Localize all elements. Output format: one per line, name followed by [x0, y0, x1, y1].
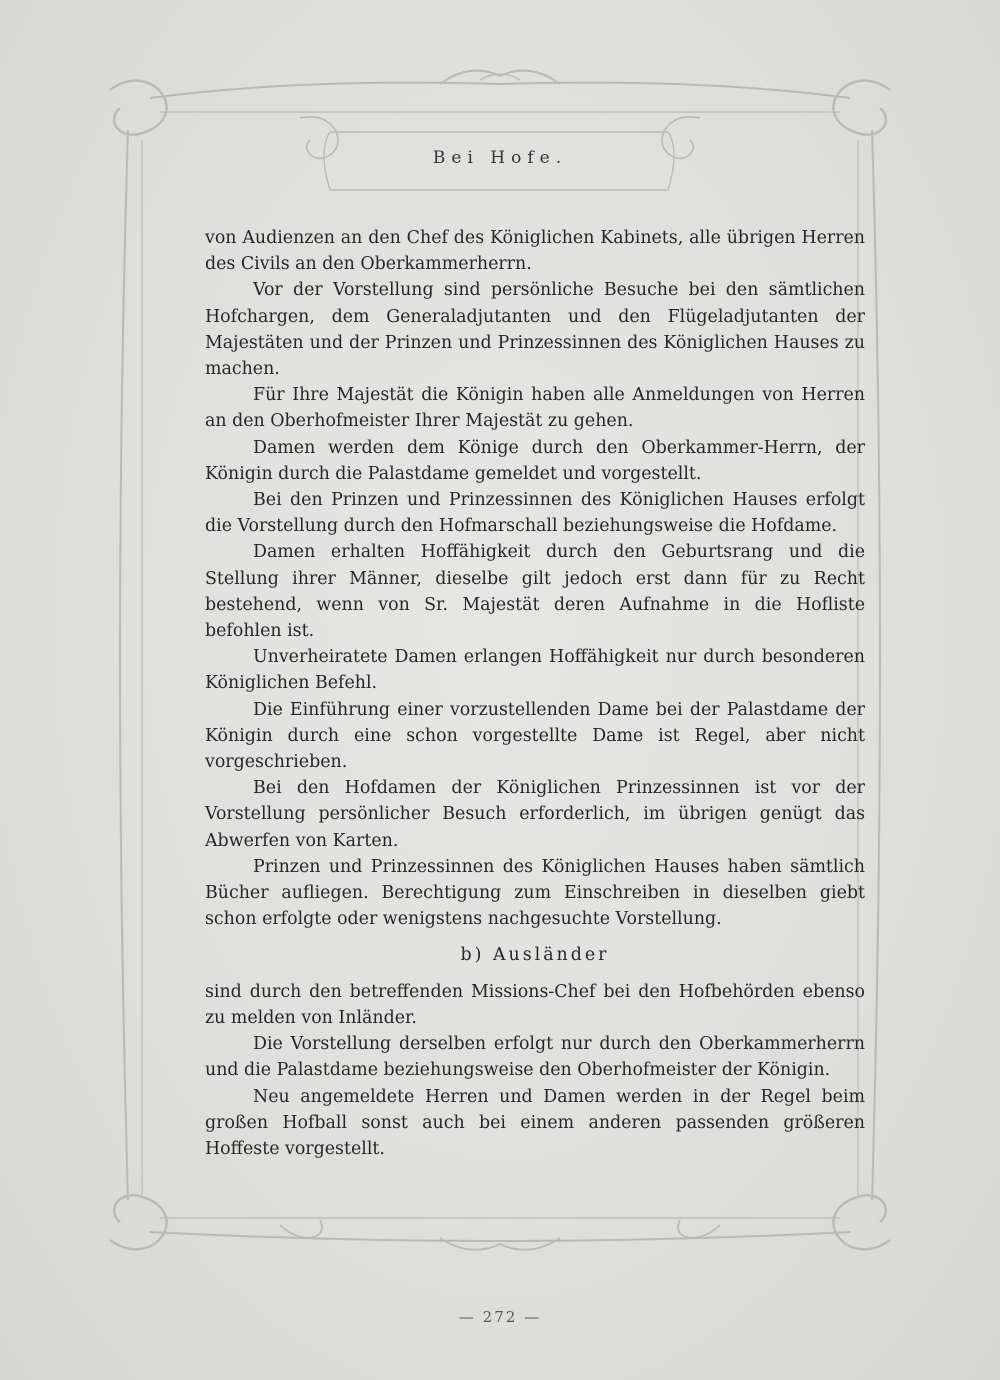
paragraph: Unverheiratete Damen erlangen Hoffähigkeit nur durch besonderen Königlichen Befehl.	[205, 647, 865, 694]
running-head: Bei Hofe.	[432, 148, 568, 168]
paragraph: Bei den Hofdamen der Königlichen Prinzessinnen ist vor der Vorstellung persönlicher Besuch erforderlich, im übrigen genügt das Abwerfen von Karten.	[205, 778, 865, 851]
paragraph: Damen werden dem Könige durch den Oberkammer-Herrn, der Königin durch die Palastdame gemeldet und vorgestellt.	[205, 437, 865, 484]
body-text	[205, 225, 865, 1162]
paragraph: Bei den Prinzen und Prinzessinnen des Königlichen Hauses erfolgt die Vorstellung durch den Hofmarschall beziehungsweise die Hofdame.	[205, 490, 865, 537]
paragraph: Prinzen und Prinzessinnen des Königlichen Hauses haben sämtlich Bücher aufliegen. Berechtigung zum Einschreiben in dieselben giebt schon erfolgte oder wenigstens nachgesuchte Vorstellung.	[205, 856, 865, 930]
section-heading: b) Ausländer	[460, 945, 610, 966]
paragraph: Neu angemeldete Herren und Damen werden in der Regel beim großen Hofball sonst auch bei einem anderen passenden größeren Hoffeste vorgestellt.	[205, 1086, 865, 1159]
paragraph: Die Vorstellung derselben erfolgt nur durch den Oberkammerherrn und die Palastdame beziehungsweise den Oberhofmeister der Königin.	[205, 1034, 865, 1081]
paragraph: Damen erhalten Hoffähigkeit durch den Geburtsrang und die Stellung ihrer Männer, dieselbe gilt jedoch erst dann für zu Recht bestehend, wenn von Sr. Majestät deren Aufnahme in die Hofliste befohlen ist.	[205, 542, 865, 642]
paragraph: von Audienzen an den Chef des Königlichen Kabinets, alle übrigen Herren des Civils an den Oberkammerherrn.	[205, 228, 865, 275]
paragraph: Die Einführung einer vorzustellenden Dame bei der Palastdame der Königin durch eine schon vorgestellte Dame ist Regel, aber nicht vorgeschrieben.	[205, 699, 865, 773]
page-number: — 272 —	[458, 1308, 542, 1326]
paragraph: sind durch den betreffenden Missions-Chef bei den Hofbehörden ebenso zu melden von Inländer.	[205, 981, 865, 1028]
paragraph: Vor der Vorstellung sind persönliche Besuche bei den sämtlichen Hofchargen, dem Generaladjutanten und den Flügeladjutanten der Majestäten und der Prinzen und Prinzessinnen des Königlichen Hauses zu machen.	[205, 280, 865, 380]
paragraph: Für Ihre Majestät die Königin haben alle Anmeldungen von Herren an den Oberhofmeister Ihrer Majestät zu gehen.	[205, 385, 865, 432]
